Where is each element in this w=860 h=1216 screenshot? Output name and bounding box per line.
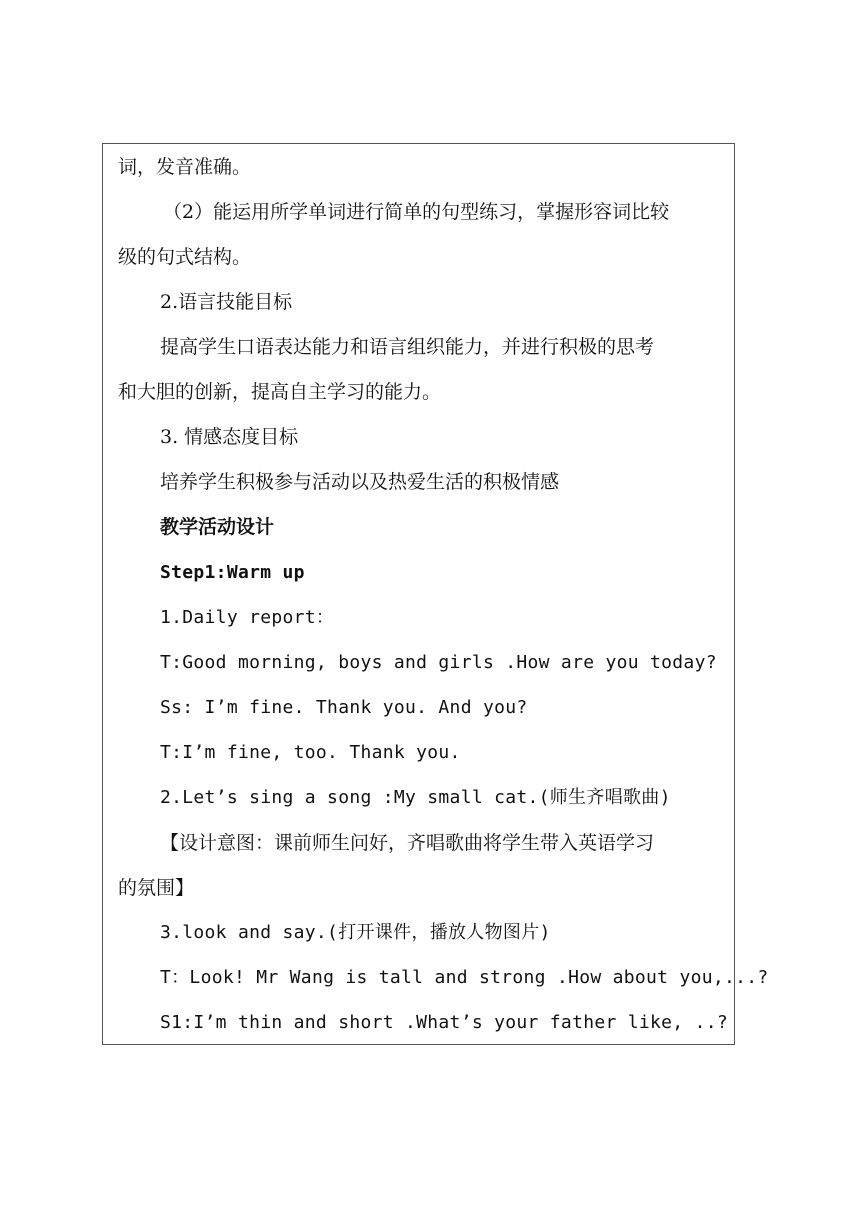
- text-line-20: S1:I’m thin and short .What’s your father like, ..?: [160, 1012, 728, 1033]
- text-line-13: Ss: I’m fine. Thank you. And you?: [160, 697, 528, 718]
- text-line-8: 培养学生积极参与活动以及热爱生活的积极情感: [160, 471, 560, 493]
- text-line-1: 词，发音准确。: [118, 156, 252, 178]
- text-line-15: 2.Let’s sing a song :My small cat.(师生齐唱歌曲): [160, 787, 671, 808]
- text-line-7: 3. 情感态度目标: [160, 426, 299, 448]
- text-line-18: 3.look and say.(打开课件，播放人物图片): [160, 922, 551, 943]
- section-heading-activity-design: 教学活动设计: [160, 516, 275, 538]
- text-line-12: T:Good morning, boys and girls .How are you today?: [160, 652, 717, 673]
- table-cell-border: [102, 143, 735, 1045]
- text-line-11: 1.Daily report：: [160, 607, 335, 628]
- text-line-16: 【设计意图：课前师生问好，齐唱歌曲将学生带入英语学习: [160, 832, 655, 854]
- text-line-14: T:I’m fine, too. Thank you.: [160, 742, 461, 763]
- text-line-3: 级的句式结构。: [118, 246, 252, 268]
- step-heading-warm-up: Step1:Warm up: [160, 562, 305, 583]
- text-line-2: （2）能运用所学单词进行简单的句型练习，掌握形容词比较: [163, 201, 670, 223]
- text-line-19: T：Look! Mr Wang is tall and strong .How about you,...?: [160, 967, 769, 988]
- text-line-5: 提高学生口语表达能力和语言组织能力，并进行积极的思考: [160, 336, 655, 358]
- text-line-6: 和大胆的创新，提高自主学习的能力。: [118, 381, 442, 403]
- text-line-4: 2.语言技能目标: [160, 291, 293, 313]
- text-line-17: 的氛围】: [118, 877, 195, 899]
